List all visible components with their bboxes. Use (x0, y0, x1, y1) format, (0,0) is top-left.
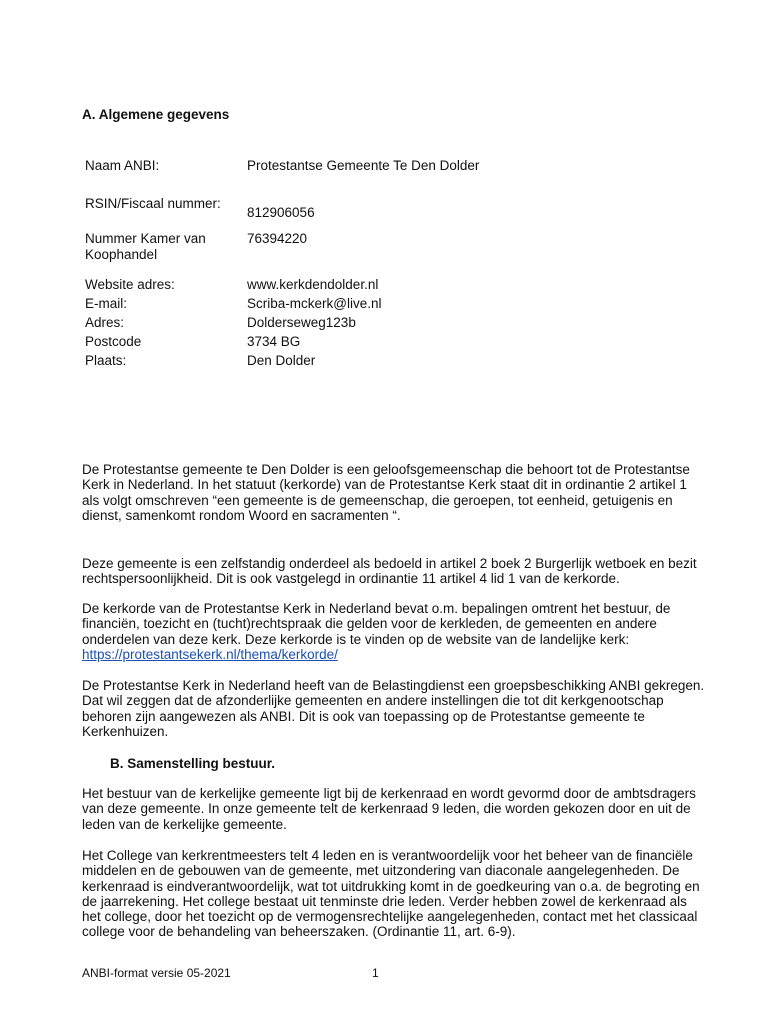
field-value-website: www.kerkdendolder.nl (247, 277, 379, 292)
paragraph-anbi: De Protestantse Kerk in Nederland heeft van de Belastingdienst een groepsbeschikking ANBI gekregen. Dat wil zeggen dat de afzonderlijke gemeenten en andere instellingen die tot dit kerkgenootschap behoren zijn aangewezen als ANBI. Dit is ook van toepassing op de Protestantse gemeente te Kerkenhuizen. (82, 678, 705, 739)
kerkorde-link[interactable]: https://protestantsekerk.nl/thema/kerkorde/ (82, 646, 338, 662)
footer-page-number: 1 (372, 966, 379, 980)
section-b-heading: B. Samenstelling bestuur. (110, 756, 276, 771)
field-value-adres: Dolderseweg123b (247, 315, 356, 330)
field-value-kvk: 76394220 (247, 231, 308, 246)
paragraph-bestuur: Het bestuur van de kerkelijke gemeente ligt bij de kerkenraad en wordt gevormd door de ambtsdragers van deze gemeente. In onze gemeente telt de kerkenraad 9 leden, die worden gekozen door en uit de leden van de kerkelijke gemeente. (82, 786, 696, 832)
field-value-rsin: 812906056 (247, 205, 315, 220)
field-value-naam-anbi: Protestantse Gemeente Te Den Dolder (247, 158, 480, 173)
field-label-rsin: RSIN/Fiscaal nummer: (85, 196, 221, 211)
field-label-plaats: Plaats: (85, 353, 127, 368)
paragraph-kerkorde (82, 601, 707, 662)
paragraph-kerkorde-text: De kerkorde van de Protestantse Kerk in Nederland bevat o.m. bepalingen omtrent het bestuur, de financiën, toezicht en (tucht)rechtspraak die gelden voor de kerkleden, de gemeenten en andere onderdelen van deze kerk. Deze kerkorde is te vinden op de website van de landelijke kerk: (82, 601, 671, 647)
field-value-plaats: Den Dolder (247, 353, 316, 368)
paragraph-rechtspersoon: Deze gemeente is een zelfstandig onderdeel als bedoeld in artikel 2 boek 2 Burgerlijk wetboek en bezit rechtspersoonlijkheid. Dit is ook vastgelegd in ordinantie 11 artikel 4 lid 1 van de kerkorde. (82, 556, 697, 587)
field-value-email: Scriba-mckerk@live.nl (247, 296, 382, 311)
field-label-adres: Adres: (85, 315, 125, 330)
section-a-heading: A. Algemene gegevens (82, 107, 230, 122)
field-value-postcode: 3734 BG (247, 334, 301, 349)
field-label-naam-anbi: Naam ANBI: (85, 158, 160, 173)
field-label-website: Website adres: (85, 277, 175, 292)
footer-version: ANBI-format versie 05-2021 (82, 966, 231, 980)
field-label-postcode: Postcode (85, 334, 142, 349)
field-label-email: E-mail: (85, 296, 128, 311)
field-label-kvk: Nummer Kamer van Koophandel (85, 231, 206, 262)
paragraph-intro: De Protestantse gemeente te Den Dolder is een geloofsgemeenschap die behoort tot de Protestantse Kerk in Nederland. In het statuut (kerkorde) van de Protestantse Kerk staat dit in ordinantie 2 artikel 1 als volgt omschreven “een gemeente is de gemeenschap, die geroepen, tot eenheid, getuigenis en dienst, samenkomt rondom Woord en sacramenten “. (82, 462, 690, 523)
paragraph-college: Het College van kerkrentmeesters telt 4 leden en is verantwoordelijk voor het beheer van de financiële middelen en de gebouwen van de gemeente, met uitzondering van diaconale aangelegenheden. De kerkenraad is eindverantwoordelijk, wat tot uitdrukking komt in de goedkeuring van o.a. de begroting en de jaarrekening. Het college bestaat uit tenminste drie leden. Verder hebben zowel de kerkenraad als het college, door het toezicht op de vermogensrechtelijke aangelegenheden, contact met het classicaal college voor de behandeling van beheerszaken. (Ordinantie 11, art. 6-9). (82, 848, 700, 940)
